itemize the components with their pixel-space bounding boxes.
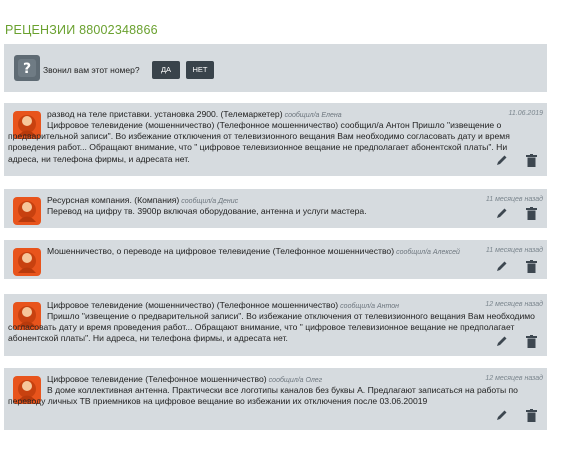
edit-pencil-icon[interactable] xyxy=(495,153,509,167)
review-title: Ресурсная компания. (Компания) сообщил/а Денис xyxy=(47,195,239,205)
review-card xyxy=(4,240,547,279)
review-title: Цифровое телевидение (Телефонное мошенничество) сообщил/а Олег xyxy=(47,374,323,384)
review-card xyxy=(4,368,547,430)
user-avatar-icon xyxy=(11,247,43,277)
yes-button[interactable]: ДА xyxy=(152,61,180,79)
edit-pencil-icon[interactable] xyxy=(495,206,509,220)
delete-trash-icon[interactable] xyxy=(524,259,538,273)
review-date: 11 месяцев назад xyxy=(485,196,543,203)
review-date: 12 месяцев назад xyxy=(485,301,543,308)
review-card xyxy=(4,189,547,228)
edit-pencil-icon[interactable] xyxy=(495,259,509,273)
edit-pencil-icon[interactable] xyxy=(495,408,509,422)
delete-trash-icon[interactable] xyxy=(524,206,538,220)
review-date: 11 месяцев назад xyxy=(485,247,543,254)
review-title: Мошенничество, о переводе на цифровое телевидение (Телефонное мошенничество) сообщил/а Алексей xyxy=(47,246,460,256)
svg-text:?: ? xyxy=(22,61,32,77)
no-button[interactable]: НЕТ xyxy=(186,61,214,79)
edit-pencil-icon[interactable] xyxy=(495,334,509,348)
review-author: сообщил/а Денис xyxy=(181,198,239,205)
delete-trash-icon[interactable] xyxy=(524,408,538,422)
page-title: РЕЦЕНЗИИ 88002348866 xyxy=(5,23,158,37)
review-author: сообщил/а Елена xyxy=(284,112,342,119)
review-text: В доме коллективная антенна. Практически все логотипы каналов без буквы А. Предлагают записаться на работы по переводу личных ТВ приемников на цифровое вещание во избежании их отключения после 03.06.20019 xyxy=(8,385,518,407)
delete-trash-icon[interactable] xyxy=(524,153,538,167)
delete-trash-icon[interactable] xyxy=(524,334,538,348)
review-card xyxy=(4,294,547,356)
review-author: сообщил/а Антон xyxy=(340,303,399,310)
review-title: развод на теле приставки. установка 2900. (Телемаркетер) сообщил/а Елена xyxy=(47,109,342,119)
review-date: 11.06.2019 xyxy=(508,110,543,117)
call-question-panel xyxy=(4,44,547,92)
review-title: Цифровое телевидение (мошенничество) (Телефонное мошенничество) сообщил/а Антон xyxy=(47,300,399,310)
review-author: сообщил/а Олег xyxy=(268,377,323,384)
review-card xyxy=(4,103,547,176)
review-text: Цифровое телевидение (мошенничество) (Телефонное мошенничество) сообщил/а Антон Пришло "извещение о предварительной записи". Во избежание отключения от телевизионного вещания Вам необходимо согласовать дату и время проведения работ... Обращают внимание, что " цифровое телевизионное вещание не предполагает абонентской платы". Ни адреса, ни телефона фирмы, и адресата нет. xyxy=(8,120,510,164)
review-author: сообщил/а Алексей xyxy=(396,249,460,256)
review-date: 12 месяцев назад xyxy=(485,375,543,382)
question-text: Звонил вам этот номер? xyxy=(43,65,140,75)
review-text: Перевод на цифру тв. 3900р включая оборудование, антенна и услуги мастера. xyxy=(47,206,367,216)
question-avatar-icon xyxy=(14,55,40,81)
review-text: Пришло "извещение о предварительной записи". Во избежание отключения от телевизионного вещания Вам необходимо согласовать дату и время проведения работ... Обращают внимание, что " цифровое телевизионное вещание не предполагает абонентской платы". Ни адреса, ни телефона фирмы, и адресата нет. xyxy=(8,311,535,344)
